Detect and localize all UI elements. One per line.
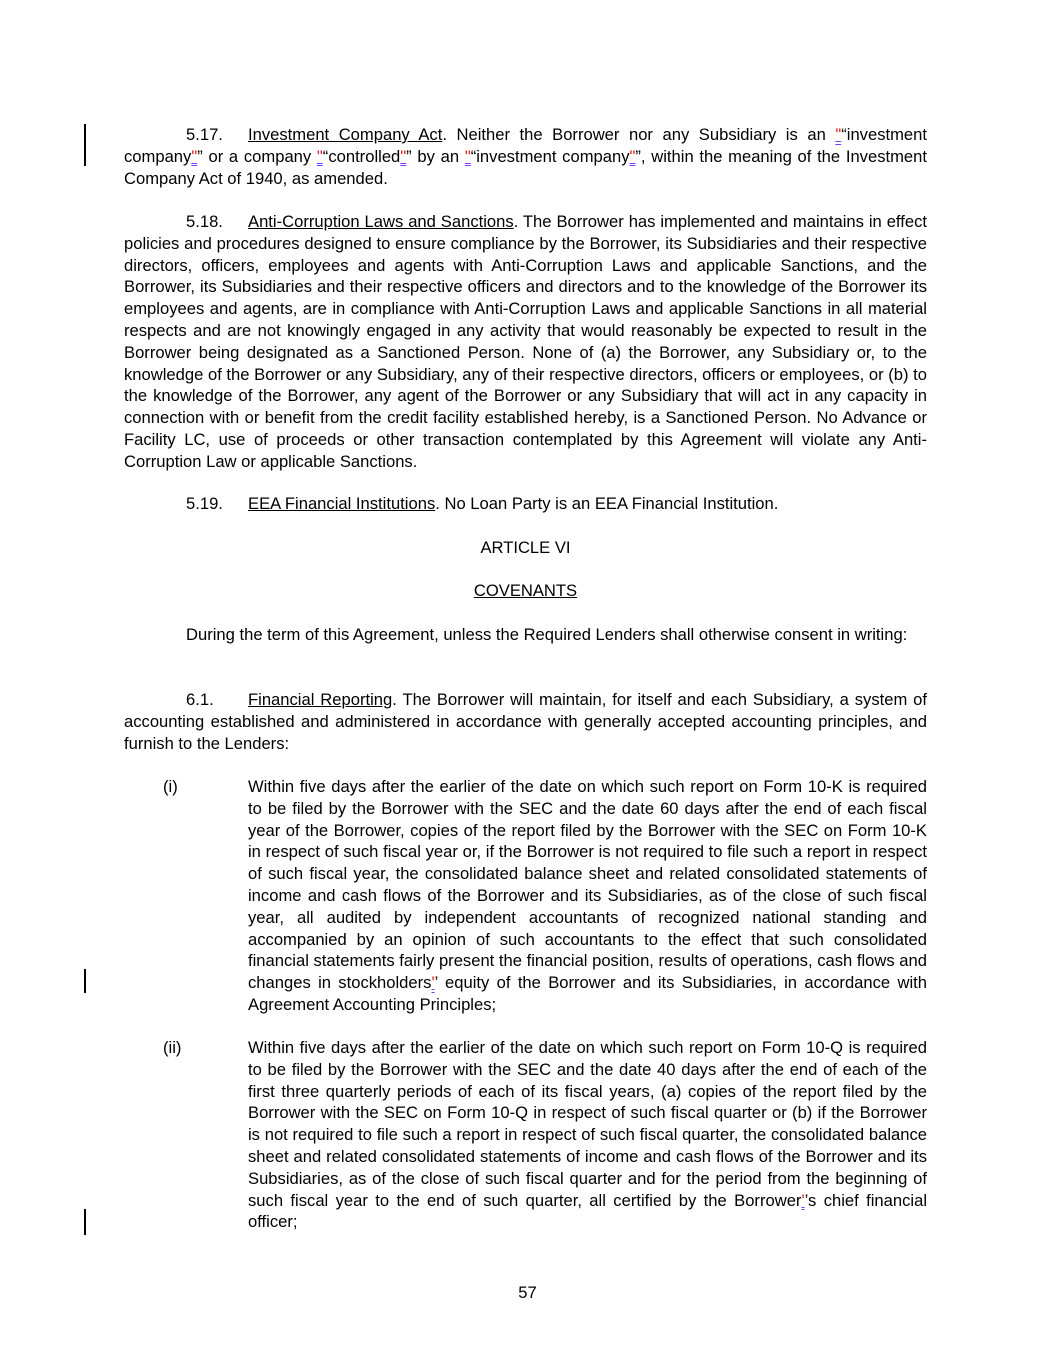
- section-body: . The Borrower has implemented and maintains in effect policies and procedures designed to ensure compliance by the Borrower, its Subsidiaries and their respective directors, officers, employees and agents with Anti-Corruption Laws and applicable Sanctions, and the Borrower, its Subsidiaries and their respective officers and directors and to the knowledge of the Borrower its employees and agents, are in compliance with Anti-Corruption Laws and applicable Sanctions in all material respects and are not knowingly engaged in any activity that would reasonably be expected to result in the Borrower being designated as a Sanctioned Person. None of (a) the Borrower, any Subsidiary or, to the knowledge of the Borrower or any Subsidiary, any of their respective directors, officers or employees, or (b) to the knowledge of the Borrower, any agent of the Borrower or any Subsidiary that will act in any capacity in connection with or benefit from the credit facility established hereby, is a Sanctioned Person. No Advance or Facility LC, use of proceeds or other transaction contemplated by this Agreement will violate any Anti-Corruption Law or applicable Sanctions.: [124, 212, 927, 471]
- section-body: . No Loan Party is an EEA Financial Institution.: [435, 494, 779, 513]
- revision-mark: ': [431, 973, 435, 993]
- section-heading: Financial Reporting: [248, 690, 393, 709]
- revision-mark: ": [464, 146, 471, 166]
- page-number: 57: [518, 1283, 537, 1302]
- article-title: ARTICLE VI: [480, 538, 571, 557]
- section-body: . The Borrower will maintain, for itself and each Subsidiary, a system of accounting established and administered in accordance with generally accepted accounting principles, and furnish to the Lenders:: [124, 690, 928, 753]
- revision-mark: ": [316, 146, 323, 166]
- section-number: 5.17.: [186, 125, 223, 144]
- section-number: 5.18.: [186, 212, 223, 231]
- article-subtitle: COVENANTS: [473, 581, 578, 600]
- item-label: (ii): [163, 1038, 182, 1057]
- change-bar: [84, 969, 86, 993]
- section-number: 5.19.: [186, 494, 223, 513]
- section-heading: EEA Financial Institutions: [248, 494, 436, 513]
- item-label: (i): [163, 777, 178, 796]
- revision-mark: ": [835, 125, 842, 144]
- item-body: Within five days after the earlier of the date on which such report on Form 10-K is required to be filed by the Borrower with the SEC and the date 60 days after the end of each fiscal year of the Borrower, copies of the report filed by the Borrower with the SEC on Form 10-K in respect of such fiscal year or, if the Borrower is not required to file such a report in respect of such fiscal year, the consolidated balance sheet and related consolidated statements of income and cash flows of the Borrower and its Subsidiaries, as of the close of such fiscal year, all audited by independent accountants of recognized national standing and accompanied by an opinion of such accountants to the effect that such consolidated financial statements fairly present the financial position, results of operations, cash flows and changes in stockholders'’ equity of the Borrower and its Subsidiaries, in accordance with Agreement Accounting Principles;: [248, 777, 927, 1014]
- change-bar: [84, 1209, 86, 1235]
- revision-mark: ': [801, 1190, 805, 1210]
- revision-mark: ": [629, 146, 636, 166]
- section-heading: Anti-Corruption Laws and Sanctions: [248, 212, 514, 231]
- revision-mark: ": [191, 146, 198, 166]
- section-5-17: 5.17. Investment Company Act. Neither the Borrower nor any Subsidiary is an "“investment company"” or a company "“controlled"” by an "“investment company"”, within the meaning of the Investment Company Act of 1940, as amended.: [124, 125, 927, 188]
- item-body: Within five days after the earlier of the date on which such report on Form 10-Q is required to be filed by the Borrower with the SEC and the date 40 days after the end of each of the first three quarterly periods of each of its fiscal years, (a) copies of the report filed by the Borrower with the SEC on Form 10-Q in respect of such fiscal quarter or (b) if the Borrower is not required to file such a report in respect of such fiscal quarter, the consolidated balance sheet and related consolidated statements of income and cash flows of the Borrower and its Subsidiaries, as of the close of such fiscal quarter and for the period from the beginning of such fiscal year to the end of such quarter, all certified by the Borrower'’s chief financial officer;: [248, 1038, 928, 1232]
- section-5-18: [124, 211, 927, 473]
- change-bar: [84, 124, 86, 166]
- revision-mark: ": [400, 146, 407, 166]
- section-heading: Investment Company Act: [248, 125, 443, 144]
- section-number: 6.1.: [186, 690, 214, 709]
- section-6-1: [124, 689, 927, 754]
- section-5-19: [124, 493, 927, 515]
- covenants-intro: During the term of this Agreement, unless the Required Lenders shall otherwise consent in writing:: [186, 625, 908, 644]
